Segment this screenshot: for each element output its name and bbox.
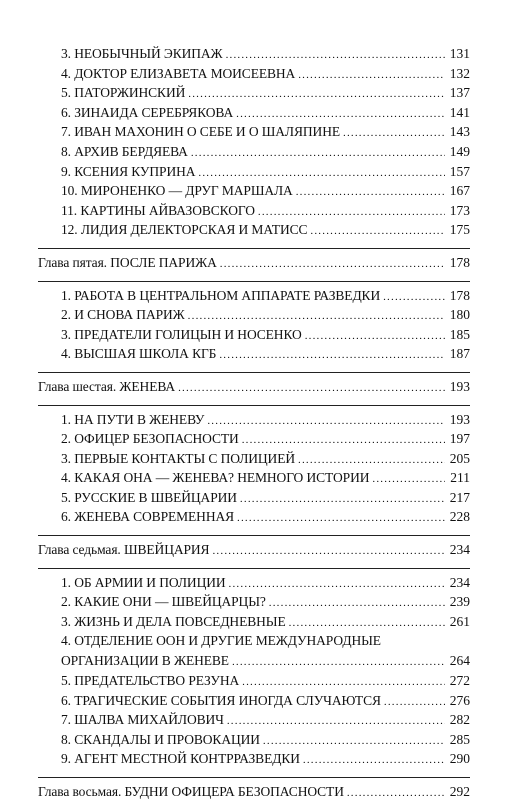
entry-title: 11. КАРТИНЫ АЙВАЗОВСКОГО [61,202,255,218]
page-number: 234 [449,574,470,590]
leader-dots [372,473,445,485]
leader-dots [232,656,445,668]
section-divider [38,405,470,406]
leader-dots [227,715,445,727]
entry-title: 7. ШАЛВА МИХАЙЛОВИЧ [61,712,224,728]
leader-dots [242,434,445,446]
leader-dots [343,127,445,139]
leader-dots [236,108,445,120]
entry-title: 5. ПРЕДАТЕЛЬСТВО РЕЗУНА [61,673,240,689]
page-number: 131 [449,46,470,61]
toc-entry[interactable] [38,346,470,366]
toc-entry[interactable] [38,732,470,752]
leader-dots [305,330,445,342]
toc-entry[interactable] [38,712,470,732]
page-number: 228 [449,509,470,525]
page-number: 205 [449,450,470,466]
page-number: 211 [450,470,470,486]
leader-dots [219,349,445,361]
toc-entry[interactable] [38,203,470,223]
entry-title: 12. ЛИДИЯ ДЕЛЕКТОРСКАЯ И МАТИСС [61,222,308,238]
page-number: 157 [449,163,470,179]
entry-title: 2. И СНОВА ПАРИЖ [61,307,185,323]
entry-title: 6. ТРАГИЧЕСКИЕ СОБЫТИЯ ИНОГДА СЛУЧАЮТСЯ [61,692,381,708]
chapter-entry[interactable] [38,255,470,275]
leader-dots [207,415,445,427]
chapter-entry[interactable] [38,784,470,804]
leader-dots [212,545,445,557]
leader-dots [269,597,445,609]
page-number: 292 [449,784,470,799]
leader-dots [296,186,445,198]
page-number: 185 [449,326,470,342]
entry-title: 4. КАКАЯ ОНА — ЖЕНЕВА? НЕМНОГО ИСТОРИИ [61,470,370,486]
page-number: 141 [449,104,470,120]
page-number: 175 [449,222,470,238]
toc-entry[interactable] [38,105,470,125]
section-divider [38,281,470,282]
leader-dots [198,167,445,179]
entry-title: 5. ПАТОРЖИНСКИЙ [61,85,186,101]
entry-title: 10. МИРОНЕНКО — ДРУГ МАРШАЛА [61,183,293,199]
leader-dots [289,617,445,629]
entry-title: 3. НЕОБЫЧНЫЙ ЭКИПАЖ [61,46,223,61]
entry-title: 9. КСЕНИЯ КУПРИНА [61,163,196,179]
toc-entry[interactable] [38,66,470,86]
toc-entry[interactable] [38,46,470,66]
entry-title: 6. ЗИНАИДА СЕРЕБРЯКОВА [61,104,234,120]
page-number: 264 [449,653,470,669]
leader-dots [226,49,445,61]
leader-dots [178,382,445,394]
leader-dots [298,454,445,466]
page-number: 187 [449,346,470,362]
toc-entry[interactable] [38,451,470,471]
page-number: 285 [449,731,470,747]
page-number: 217 [449,489,470,505]
entry-title: 8. АРХИВ БЕРДЯЕВА [61,143,188,159]
toc-entry[interactable] [38,594,470,614]
page-number: 290 [449,751,470,767]
toc-entry[interactable] [38,575,470,595]
page-number: 272 [449,673,470,689]
entry-title: 1. ОБ АРМИИ И ПОЛИЦИИ [61,574,226,590]
entry-title: 8. СКАНДАЛЫ И ПРОВОКАЦИИ [61,731,260,747]
section-divider [38,535,470,536]
entry-title: 6. ЖЕНЕВА СОВРЕМЕННАЯ [61,509,235,525]
chapter-title: Глава пятая. ПОСЛЕ ПАРИЖА [38,254,217,270]
section-divider [38,248,470,249]
page-number: 193 [449,378,470,394]
page-number: 132 [449,65,470,81]
page-number: 137 [449,85,470,101]
leader-dots [188,88,445,100]
entry-title: 3. ПЕРВЫЕ КОНТАКТЫ С ПОЛИЦИЕЙ [61,450,295,466]
page-number: 178 [449,254,470,270]
entry-title: 2. КАКИЕ ОНИ — ШВЕЙЦАРЦЫ? [61,594,266,610]
entry-title: 9. АГЕНТ МЕСТНОЙ КОНТРРАЗВЕДКИ [61,751,300,767]
toc-entry[interactable] [38,144,470,164]
toc-entry[interactable] [38,164,470,184]
toc-entry[interactable] [38,693,470,713]
toc-entry[interactable] [38,183,470,203]
toc-entry[interactable] [38,673,470,693]
entry-title: 3. ПРЕДАТЕЛИ ГОЛИЦЫН И НОСЕНКО [61,326,302,342]
toc-entry[interactable] [38,85,470,105]
toc-entry[interactable] [38,222,470,242]
leader-dots [258,206,445,218]
toc-entry[interactable] [38,307,470,327]
leader-dots [242,676,445,688]
page-number: 180 [449,307,470,323]
page-number: 261 [449,613,470,629]
page-number: 149 [449,143,470,159]
chapter-entry[interactable] [38,379,470,399]
toc-entry[interactable] [38,509,470,529]
entry-title: 2. ОФИЦЕР БЕЗОПАСНОСТИ [61,431,239,447]
entry-title: 4. ВЫСШАЯ ШКОЛА КГБ [61,346,217,362]
page-number: 178 [449,287,470,303]
entry-title: 5. РУССКИЕ В ШВЕЙЦАРИИ [61,489,237,505]
leader-dots [263,735,445,747]
toc-entry[interactable] [38,751,470,771]
entry-title: ОРГАНИЗАЦИИ В ЖЕНЕВЕ [61,653,229,669]
leader-dots [240,493,445,505]
toc-entry[interactable] [38,288,470,308]
toc-entry[interactable] [38,124,470,144]
page-number: 193 [449,411,470,427]
page-number: 239 [449,594,470,610]
leader-dots [229,578,445,590]
leader-dots [383,291,445,303]
chapter-entry[interactable] [38,542,470,562]
page-number: 173 [449,202,470,218]
entry-title: 3. ЖИЗНЬ И ДЕЛА ПОВСЕДНЕВНЫЕ [61,613,286,629]
leader-dots [188,310,445,322]
toc-entry[interactable] [38,633,470,653]
leader-dots [303,754,445,766]
chapter-title: Глава седьмая. ШВЕЙЦАРИЯ [38,542,210,558]
page-number: 197 [449,431,470,447]
section-divider [38,372,470,373]
toc-entry[interactable] [38,653,470,673]
entry-title: 1. РАБОТА В ЦЕНТРАЛЬНОМ АППАРАТЕ РАЗВЕДКИ [61,287,381,303]
page-number: 282 [449,712,470,728]
chapter-title: Глава восьмая. БУДНИ ОФИЦЕРА БЕЗОПАСНОСТИ [38,784,344,799]
toc-entry[interactable] [38,327,470,347]
leader-dots [347,787,445,799]
table-of-contents [38,46,470,804]
section-divider [38,568,470,569]
entry-title: 4. ОТДЕЛЕНИЕ ООН И ДРУГИЕ МЕЖДУНАРОДНЫЕ [61,633,381,649]
toc-entry[interactable] [38,490,470,510]
leader-dots [191,147,445,159]
page-number: 143 [449,124,470,140]
toc-entry[interactable] [38,614,470,634]
page-number: 167 [449,183,470,199]
entry-title: 1. НА ПУТИ В ЖЕНЕВУ [61,411,205,427]
leader-dots [310,225,445,237]
page-number: 234 [449,542,470,558]
leader-dots [384,696,445,708]
toc-entry[interactable] [38,470,470,490]
section-divider [38,777,470,778]
toc-entry[interactable] [38,431,470,451]
page-number: 276 [449,692,470,708]
leader-dots [220,258,445,270]
entry-title: 7. ИВАН МАХОНИН О СЕБЕ И О ШАЛЯПИНЕ [61,124,340,140]
leader-dots [298,69,445,81]
entry-title: 4. ДОКТОР ЕЛИЗАВЕТА МОИСЕЕВНА [61,65,296,81]
leader-dots [237,512,445,524]
toc-entry[interactable] [38,412,470,432]
chapter-title: Глава шестая. ЖЕНЕВА [38,378,176,394]
